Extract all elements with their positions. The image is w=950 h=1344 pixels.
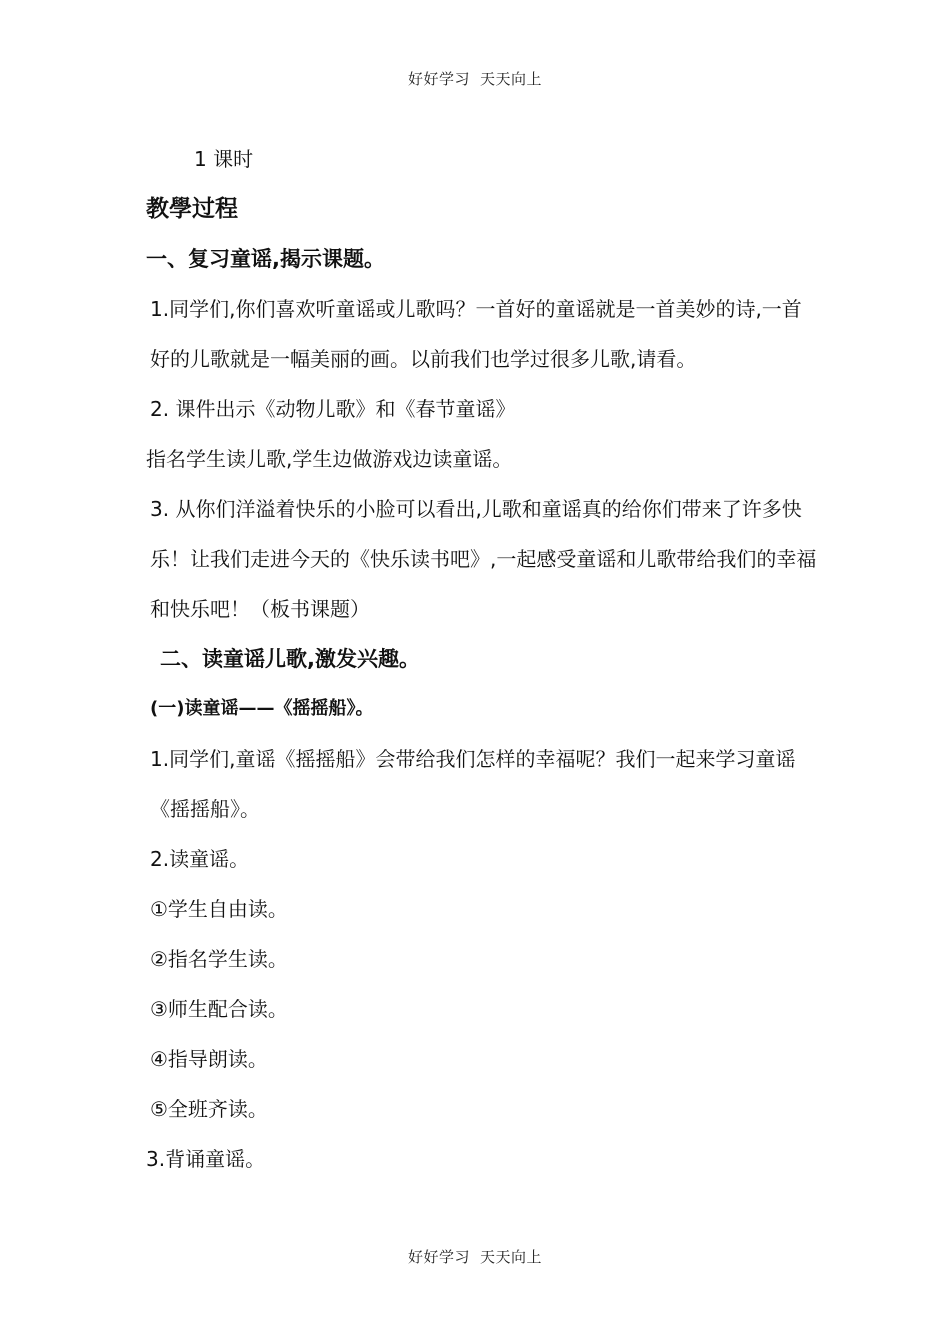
document-body: [148, 134, 818, 1184]
section-1-title: 一、复习童谣,揭示课题。: [146, 247, 385, 271]
header-left-text: 好好学习: [407, 70, 470, 88]
list-item: ③师生配合读。: [150, 997, 288, 1021]
section-2-title: 二、读童谣儿歌,激发兴趣。: [160, 647, 420, 671]
lesson-period: 1 课时: [194, 147, 254, 171]
subsection-1-title: (一)读童谣——《摇摇船》。: [150, 698, 374, 719]
paragraph-1: 1.同学们,你们喜欢听童谣或儿歌吗？一首好的童谣就是一首美妙的诗,一首好的儿歌就是一幅美丽的画。以前我们也学过很多儿歌,请看。: [150, 297, 802, 371]
list-item: ②指名学生读。: [150, 947, 288, 971]
page-header: [0, 68, 950, 89]
list-item: ④指导朗读。: [150, 1047, 268, 1071]
list-item: ⑤全班齐读。: [150, 1097, 268, 1121]
paragraph-4: 3. 从你们洋溢着快乐的小脸可以看出,儿歌和童谣真的给你们带来了许多快乐！让我们走进今天的《快乐读书吧》,一起感受童谣和儿歌带给我们的幸福和快乐吧！（板书课题）: [150, 497, 817, 621]
header-right-text: 天天向上: [480, 70, 543, 88]
paragraph-6: 2.读童谣。: [150, 847, 250, 871]
paragraph-2: 2. 课件出示《动物儿歌》和《春节童谣》: [150, 397, 516, 421]
paragraph-5: 1.同学们,童谣《摇摇船》会带给我们怎样的幸福呢？我们一起来学习童谣《摇摇船》。: [150, 747, 796, 821]
paragraph-7: 3.背诵童谣。: [146, 1147, 266, 1171]
page-footer: [0, 1246, 950, 1267]
footer-right-text: 天天向上: [480, 1248, 543, 1266]
process-title: 教學过程: [146, 196, 238, 222]
paragraph-3: 指名学生读儿歌,学生边做游戏边读童谣。: [146, 447, 513, 471]
footer-left-text: 好好学习: [407, 1248, 470, 1266]
list-item: ①学生自由读。: [150, 897, 288, 921]
